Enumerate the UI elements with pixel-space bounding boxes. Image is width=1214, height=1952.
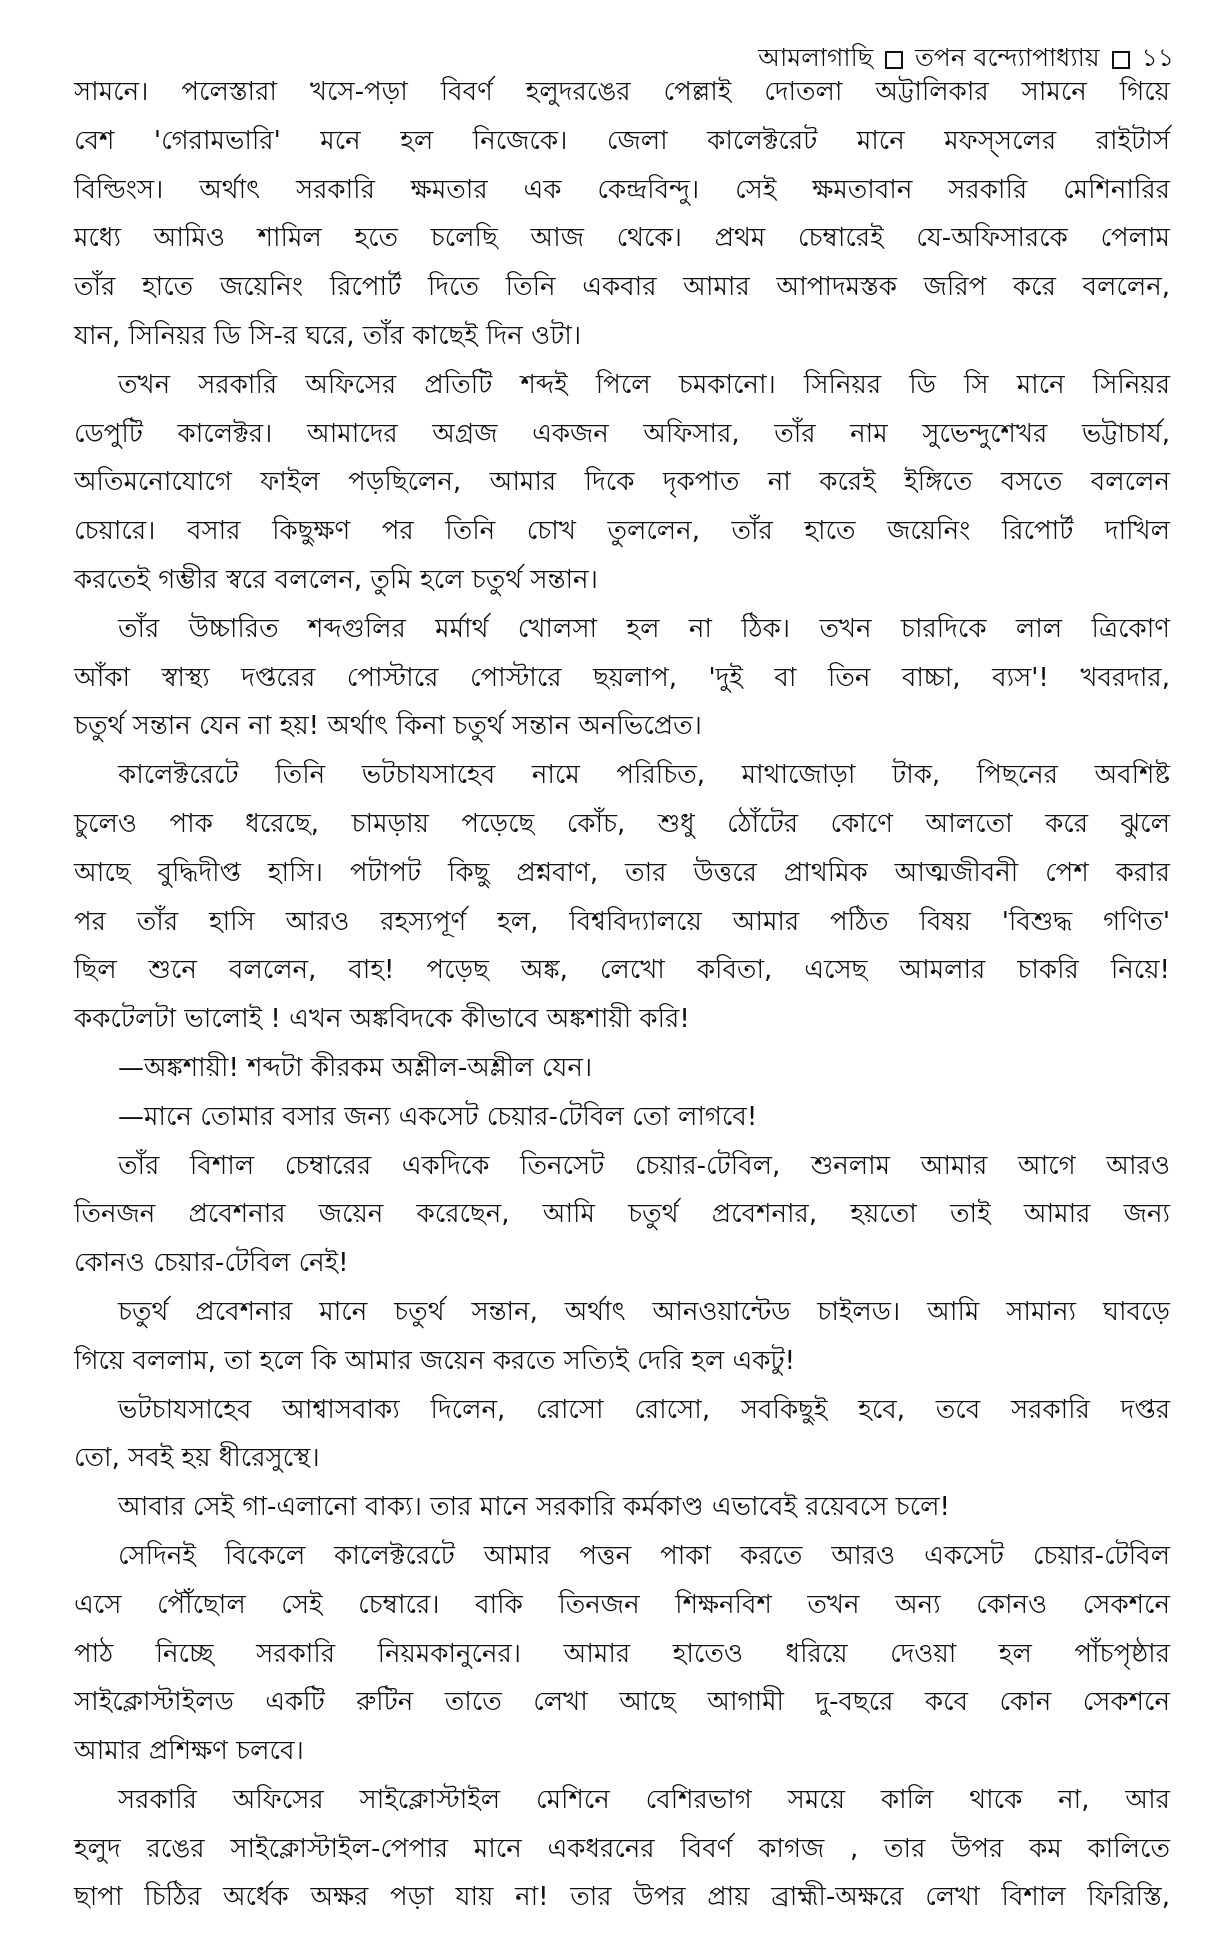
text-line: পাঠ নিচ্ছে সরকারি নিয়মকানুনের। আমার হাতেও ধরিয়ে দেওয়া হল পাঁচপৃষ্ঠার bbox=[74, 1638, 1170, 1669]
text-line: চেয়ারে। বসার কিছুক্ষণ পর তিনি চোখ তুললেন, তাঁর হাতে জয়েনিং রিপোর্ট দাখিল bbox=[74, 516, 1170, 547]
text-line: সরকারি অফিসের সাইক্লোস্টাইল মেশিনে বেশিরভাগ সময়ে কালি থাকে না, আর bbox=[118, 1784, 1170, 1815]
text-line: তাঁর বিশাল চেম্বারের একদিকে তিনসেট চেয়ার-টেবিল, শুনলাম আমার আগে আরও bbox=[118, 1150, 1170, 1181]
text-line: আঁকা স্বাস্থ্য দপ্তরের পোস্টারে পোস্টারে ছয়লাপ, 'দুই বা তিন বাচ্চা, ব্যস'! খবরদার, bbox=[74, 662, 1170, 693]
text-line: —মানে তোমার বসার জন্য একসেট চেয়ার-টেবিল তো লাগবে! bbox=[118, 1101, 758, 1132]
text-line: অতিমনোযোগে ফাইল পড়ছিলেন, আমার দিকে দৃকপাত না করেই ইঙ্গিতে বসতে বললেন bbox=[74, 467, 1170, 498]
text-line: কোনও চেয়ার-টেবিল নেই! bbox=[74, 1248, 349, 1279]
separator-box-icon bbox=[1112, 51, 1130, 69]
text-line: চতুর্থ প্রবেশনার মানে চতুর্থ সন্তান, অর্থাৎ আনওয়ান্টেড চাইলড। আমি সামান্য ঘাবড়ে bbox=[118, 1296, 1170, 1327]
text-line: যান, সিনিয়র ডি সি-র ঘরে, তাঁর কাছেই দিন ওটা। bbox=[74, 320, 582, 351]
page-body-text bbox=[74, 68, 1170, 1922]
text-line: সেদিনই বিকেলে কালেক্টরেটে আমার পত্তন পাকা করতে আরও একসেট চেয়ার-টেবিল bbox=[118, 1540, 1170, 1571]
text-line: —অঙ্কশায়ী! শব্দটা কীরকম অশ্লীল-অশ্লীল যেন। bbox=[118, 1052, 593, 1083]
text-line: তাঁর উচ্চারিত শব্দগুলির মর্মার্থ খোলসা হল না ঠিক। তখন চারদিকে লাল ত্রিকোণ bbox=[118, 613, 1170, 644]
text-line: বেশ 'গেরামভারি' মনে হল নিজেকে। জেলা কালেক্টরেট মানে মফস্সলের রাইটার্স bbox=[74, 125, 1170, 156]
text-line: আবার সেই গা-এলানো বাক্য। তার মানে সরকারি কর্মকাণ্ড এভাবেই রয়েবসে চলে! bbox=[118, 1492, 950, 1523]
text-line: তখন সরকারি অফিসের প্রতিটি শব্দই পিলে চমকানো। সিনিয়র ডি সি মানে সিনিয়র bbox=[118, 369, 1170, 400]
text-line: করতেই গম্ভীর স্বরে বললেন, তুমি হলে চতুর্থ সন্তান। bbox=[74, 564, 598, 595]
separator-box-icon bbox=[885, 51, 903, 69]
text-line: বিল্ডিংস। অর্থাৎ সরকারি ক্ষমতার এক কেন্দ্রবিন্দু। সেই ক্ষমতাবান সরকারি মেশিনারির bbox=[74, 174, 1170, 205]
text-line: মধ্যে আমিও শামিল হতে চলেছি আজ থেকে। প্রথম চেম্বারেই যে-অফিসারকে পেলাম bbox=[74, 223, 1170, 254]
text-line: তো, সবই হয় ধীরেসুস্থে। bbox=[74, 1443, 320, 1474]
text-line: ককটেলটা ভালোই ! এখন অঙ্কবিদকে কীভাবে অঙ্কশায়ী করি! bbox=[74, 1004, 690, 1035]
text-line: এসে পৌঁছোল সেই চেম্বারে। বাকি তিনজন শিক্ষনবিশ তখন অন্য কোনও সেকশনে bbox=[74, 1589, 1170, 1620]
text-line: কালেক্টরেটে তিনি ভটচাযসাহেব নামে পরিচিত, মাথাজোড়া টাক, পিছনের অবশিষ্ট bbox=[118, 760, 1170, 791]
text-line: হলুদ রঙের সাইক্লোস্টাইল-পেপার মানে একধরনের বিবর্ণ কাগজ , তার উপর কম কালিতে bbox=[74, 1833, 1170, 1864]
text-line: সাইক্লোস্টাইলড একটি রুটিন তাতে লেখা আছে আগামী দু-বছরে কবে কোন সেকশনে bbox=[74, 1687, 1170, 1718]
text-line: সামনে। পলেস্তারা খসে-পড়া বিবর্ণ হলুদরঙের পেল্লাই দোতলা অট্টালিকার সামনে গিয়ে bbox=[74, 77, 1170, 107]
text-line: ডেপুটি কালেক্টর। আমাদের অগ্রজ একজন অফিসার, তাঁর নাম সুভেন্দুশেখর ভট্টাচার্য, bbox=[74, 418, 1170, 449]
text-line: চতুর্থ সন্তান যেন না হয়! অর্থাৎ কিনা চতুর্থ সন্তান অনভিপ্রেত। bbox=[74, 711, 702, 742]
text-line: ছিল শুনে বললেন, বাহ! পড়েছ অঙ্ক, লেখো কবিতা, এসেছ আমলার চাকরি নিয়ে! bbox=[74, 955, 1170, 986]
text-line: আছে বুদ্ধিদীপ্ত হাসি। পটাপট কিছু প্রশ্নবাণ, তার উত্তরে প্রাথমিক আত্মজীবনী পেশ করার bbox=[74, 857, 1170, 888]
text-line: তিনজন প্রবেশনার জয়েন করেছেন, আমি চতুর্থ প্রবেশনার, হয়তো তাই আমার জন্য bbox=[74, 1199, 1170, 1230]
author-name: তপন বন্দ্যোপাধ্যায় bbox=[914, 43, 1100, 72]
page-number: ১১ bbox=[1141, 43, 1174, 72]
text-line: ভটচাযসাহেব আশ্বাসবাক্য দিলেন, রোসো রোসো, সবকিছুই হবে, তবে সরকারি দপ্তর bbox=[118, 1394, 1170, 1425]
text-line: আমার প্রশিক্ষণ চলবে। bbox=[74, 1736, 304, 1767]
text-line: গিয়ে বললাম, তা হলে কি আমার জয়েন করতে সত্যিই দেরি হল একটু! bbox=[74, 1345, 796, 1376]
text-line: পর তাঁর হাসি আরও রহস্যপূর্ণ হল, বিশ্ববিদ্যালয়ে আমার পঠিত বিষয় 'বিশুদ্ধ গণিত' bbox=[74, 906, 1170, 937]
text-line: চুলেও পাক ধরেছে, চামড়ায় পড়েছে কোঁচ, শুধু ঠোঁটের কোণে আলতো করে ঝুলে bbox=[74, 808, 1170, 839]
text-line: তাঁর হাতে জয়েনিং রিপোর্ট দিতে তিনি একবার আমার আপাদমস্তক জরিপ করে বললেন, bbox=[74, 272, 1170, 303]
text-line: ছাপা চিঠির অর্ধেক অক্ষর পড়া যায় না! তার উপর প্রায় ব্রাহ্মী-অক্ষরে লেখা বিশাল ফিরিস্তি, bbox=[74, 1882, 1170, 1913]
book-title: আমলাগাছি bbox=[758, 43, 873, 72]
